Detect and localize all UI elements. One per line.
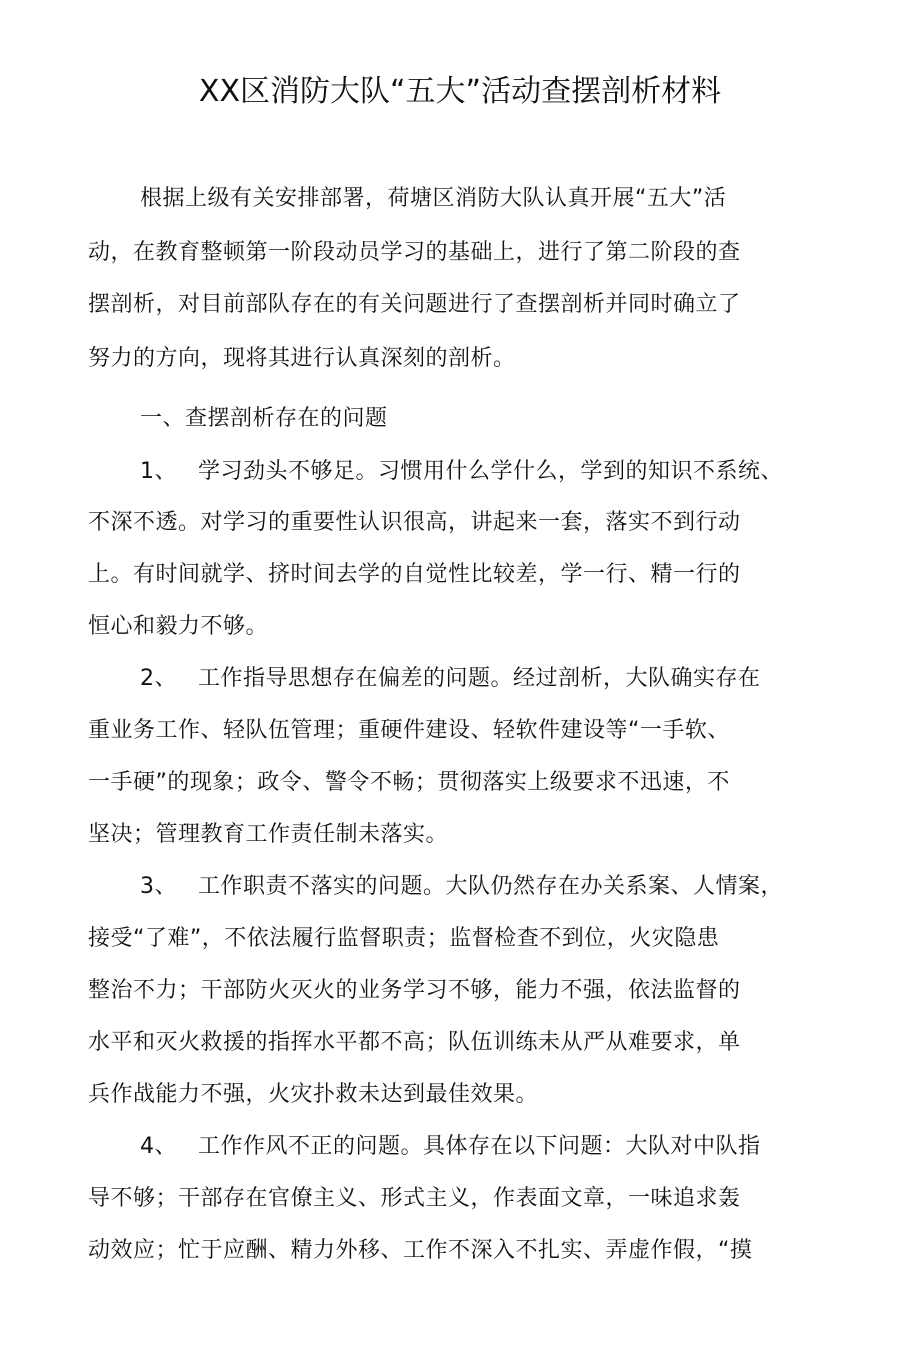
item-number: 4、 <box>140 1134 177 1159</box>
paragraph-line: 导不够；干部存在官僚主义、形式主义，作表面文章，一味追求轰 <box>88 1186 741 1211</box>
item-number: 2、 <box>140 666 177 691</box>
paragraph-line-text: 工作职责不落实的问题。大队仍然存在办关系案、人情案， <box>198 874 784 899</box>
paragraph-line: 整治不力；干部防火灭火的业务学习不够，能力不强，依法监督的 <box>88 978 741 1003</box>
paragraph-line-text: 学习劲头不够足。习惯用什么学什么，学到的知识不系统、 <box>198 459 784 484</box>
document-title: XX区消防大队“五大”活动查摆剖析材料 <box>198 74 722 109</box>
numbered-item-start <box>140 457 783 487</box>
paragraph-line: 摆剖析，对目前部队存在的有关问题进行了查摆剖析并同时确立了 <box>88 292 741 317</box>
paragraph-line: 努力的方向，现将其进行认真深刻的剖析。 <box>88 346 516 371</box>
numbered-item-start <box>140 1132 761 1162</box>
numbered-item-start <box>140 664 761 694</box>
item-number: 3、 <box>140 874 177 899</box>
paragraph-line: 上。有时间就学、挤时间去学的自觉性比较差，学一行、精一行的 <box>88 562 741 587</box>
paragraph-line: 恒心和毅力不够。 <box>88 614 269 639</box>
paragraph-line: 动，在教育整顿第一阶段动员学习的基础上，进行了第二阶段的查 <box>88 240 741 265</box>
paragraph-line-text: 工作指导思想存在偏差的问题。经过剖析，大队确实存在 <box>198 666 761 691</box>
paragraph-line: 不深不透。对学习的重要性认识很高，讲起来一套，落实不到行动 <box>88 510 741 535</box>
paragraph-line: 兵作战能力不强，火灾扑救未达到最佳效果。 <box>88 1082 539 1107</box>
paragraph-line: 接受“了难”，不依法履行监督职责；监督检查不到位，火灾隐患 <box>88 926 720 951</box>
section-heading: 一、查摆剖析存在的问题 <box>140 406 388 431</box>
paragraph-line: 一手硬”的现象；政令、警令不畅；贯彻落实上级要求不迅速，不 <box>88 770 730 795</box>
numbered-item-start <box>140 872 783 902</box>
item-number: 1、 <box>140 459 177 484</box>
paragraph-line: 根据上级有关安排部署，荷塘区消防大队认真开展“五大”活 <box>140 186 727 211</box>
paragraph-line: 动效应；忙于应酬、精力外移、工作不深入不扎实、弄虚作假，“摸 <box>88 1238 753 1263</box>
paragraph-line-text: 工作作风不正的问题。具体存在以下问题：大队对中队指 <box>198 1134 761 1159</box>
paragraph-line: 重业务工作、轻队伍管理；重硬件建设、轻软件建设等“一手软、 <box>88 718 730 743</box>
paragraph-line: 坚决；管理教育工作责任制未落实。 <box>88 822 449 847</box>
paragraph-line: 水平和灭火救援的指挥水平都不高；队伍训练未从严从难要求，单 <box>88 1030 741 1055</box>
